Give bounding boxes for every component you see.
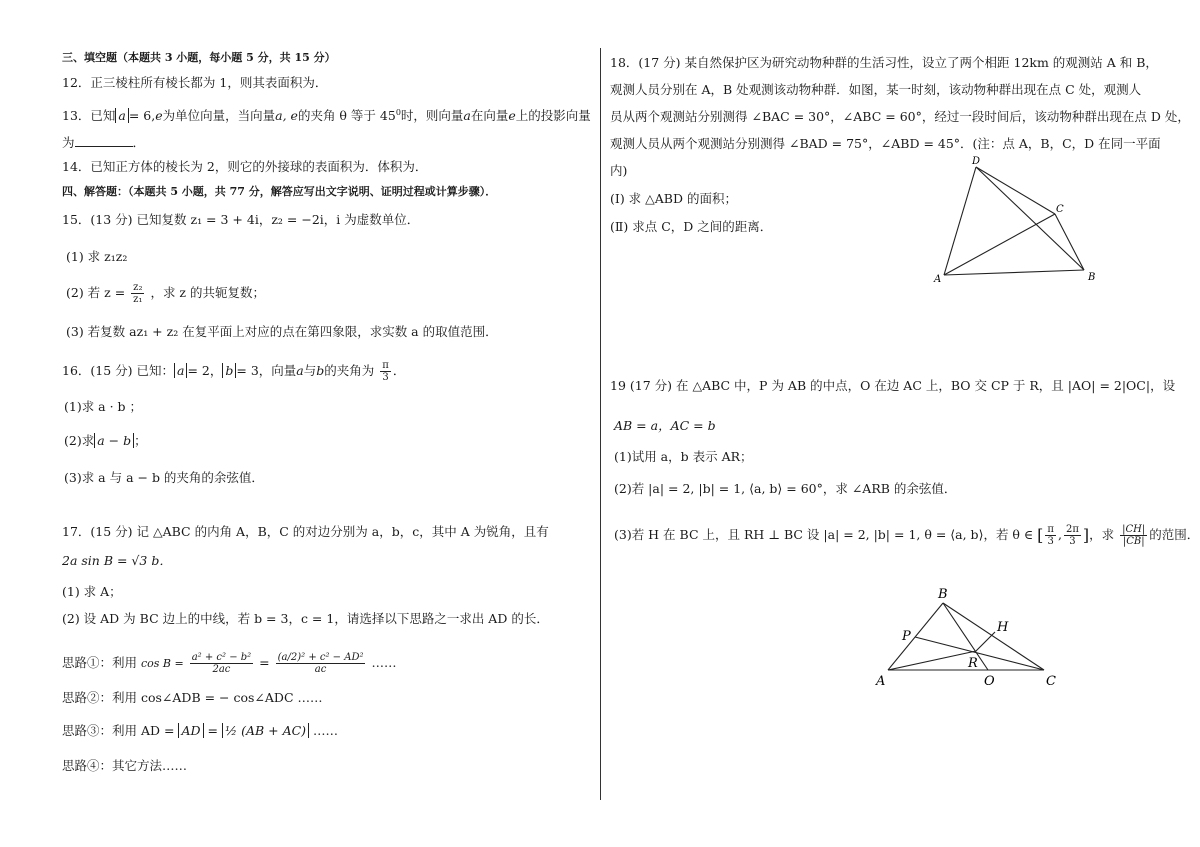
edge-dc (976, 167, 1055, 214)
idea1-ellipsis: …… (371, 655, 397, 670)
q16-abs-a: a (174, 363, 187, 378)
q19-int-num1: π (1047, 524, 1054, 535)
label-R: R (968, 656, 978, 671)
q13-text-k: 在向量 (470, 108, 509, 124)
segment-bo (943, 603, 988, 670)
q13-text-n: 为 (62, 135, 75, 150)
question-14: 14．已知正方体的棱长为 2，则它的外接球的表面积为．体积为． (62, 159, 428, 174)
q16-text-c: = 2， (187, 363, 223, 378)
q15-fraction (131, 282, 144, 305)
idea3-equals: = (207, 723, 218, 738)
idea1-frac2-num: (a/2)² + c² − AD² (277, 652, 364, 663)
q13-text-c: = 6, (128, 108, 156, 124)
idea1-frac1-den: 2ac (212, 664, 231, 675)
q16-2-text: (2)求 (64, 433, 95, 448)
q16-frac-num: π (382, 360, 389, 371)
question-18-line3: 员从两个观测站分别测得 ∠BAC = 30°，∠ABC = 60°，经过一段时间后，该动物种群出现在点 D 处， (610, 109, 1190, 124)
idea1-fraction-1 (190, 652, 253, 675)
q13-vectors: a, e (275, 108, 298, 124)
idea3-ellipsis: …… (313, 723, 339, 738)
label-H: H (997, 620, 1009, 635)
question-19-part1: (1)试用 a，b 表示 AR； (614, 449, 753, 464)
question-15-part1: (1) 求 z₁z₂ (66, 249, 128, 264)
q16-a: a (296, 363, 304, 378)
q16-text-i: 的夹角为 (324, 363, 375, 378)
diagonal-ac (944, 214, 1055, 275)
question-18-line4: 观测人员从两个观测站分别测得 ∠BAD = 75°，∠ABD = 45°．(注：点 A，B，C，D 在同一平面 (610, 136, 1161, 151)
section4-title: 四、解答题：（本题共 5 小题，共 77 分，解答应写出文字说明、证明过程或计算步骤）． (62, 185, 497, 198)
idea-4: 思路④：其它方法…… (62, 758, 188, 773)
q16-text-e: = 3，向量 (236, 363, 297, 378)
q16-frac-den: 3 (382, 372, 389, 383)
question-17-equation (62, 552, 172, 570)
idea3-abs-ad: AD (178, 723, 203, 738)
idea1-frac2-den: ac (314, 664, 327, 675)
q13-a2: a (463, 108, 471, 124)
bracket-close: ] (1082, 525, 1090, 545)
q19-interval-frac1 (1045, 524, 1056, 547)
q19-int-den2: 3 (1069, 536, 1076, 547)
q16-abs-b: b (222, 363, 236, 378)
answer-blank (75, 134, 133, 147)
q16-text-g: 与 (303, 363, 317, 378)
edge-cb (1055, 214, 1084, 270)
question-16-head (62, 360, 405, 383)
label-A: A (934, 274, 942, 285)
label-O: O (984, 674, 995, 689)
question-17-head: 17．(15 分) 记 △ABC 的内角 A，B，C 的对边分别为 a，b，c，其中 A 为锐角，且有 (62, 524, 549, 539)
q13-e2: e (508, 108, 516, 124)
idea1-fraction-2 (276, 652, 366, 675)
q16-2-abs: a − b (94, 433, 134, 448)
question-15-part3: (3) 若复数 az₁ + z₂ 在复平面上对应的点在第四象限，求实数 a 的取值范围． (66, 324, 498, 339)
q17-eq-end: ． (159, 553, 172, 568)
question-13-line2 (62, 134, 145, 152)
q19-3-text-b: ，求 (1089, 527, 1115, 542)
q15-2-text: (2) 若 z = (66, 285, 126, 300)
diagonal-db (976, 167, 1084, 270)
question-15-part2 (66, 282, 265, 305)
label-B: B (1088, 272, 1096, 283)
question-16-part2 (64, 432, 147, 450)
question-16-part1: (1)求 a · b ； (64, 399, 143, 414)
question-18-line2: 观测人员分别在 A，B 处观测该动物种群．如图，某一时刻，该动物种群出现在点 C 处，观测人 (610, 82, 1142, 97)
q19-3-text-c: 的范围． (1149, 527, 1200, 542)
question-19-part2: (2)若 |a| = 2, |b| = 1, ⟨a, b⟩ = 60°，求 ∠ARB 的余弦值． (614, 481, 957, 496)
idea3-half-sum: ½ (AB + AC) (222, 723, 309, 738)
question-17-part1: (1) 求 A； (62, 584, 122, 599)
label-A: A (876, 674, 886, 689)
label-C: C (1056, 204, 1064, 215)
label-P: P (902, 629, 911, 644)
question-18-part2: (Ⅱ) 求点 C，D 之间的距离． (610, 219, 773, 234)
question-16-part3: (3)求 a 与 a − b 的夹角的余弦值． (64, 470, 264, 485)
figure-quadrilateral (930, 152, 1110, 287)
q13-e: e (155, 108, 163, 124)
idea-1 (62, 652, 396, 675)
idea-3 (62, 722, 338, 740)
q19-int-den1: 3 (1047, 536, 1054, 547)
q16-text-j: ． (392, 363, 406, 378)
q15-frac-den: z₁ (133, 294, 143, 305)
edge-ad (944, 167, 976, 275)
q19-ratio-den: |CB| (1122, 536, 1145, 547)
segment-rh (976, 632, 995, 651)
q13-text-g: 的夹角 θ 等于 45 (297, 108, 396, 124)
idea3-label: 思路③：利用 AD = (62, 723, 175, 738)
q19-ratio-num: |CH| (1122, 524, 1146, 535)
label-B: B (938, 587, 948, 602)
column-divider (600, 48, 601, 800)
question-13-line1 (62, 104, 591, 125)
question-15-head: 15．(13 分) 已知复数 z₁ = 3 + 4i，z₂ = −2i，i 为虚数单位． (62, 212, 420, 227)
edge-bc (943, 603, 1044, 670)
q17-eq: 2a sin B = √3 b (62, 553, 160, 568)
idea1-frac1-num: a² + c² − b² (191, 652, 252, 663)
question-18-line1: 18．(17 分) 某自然保护区为研究动物种群的生活习性，设立了两个相距 12km 的观测站 A 和 B， (610, 55, 1158, 70)
label-D: D (972, 156, 981, 167)
q16-b: b (316, 363, 325, 378)
q13-text-a: 13．已知 (62, 108, 116, 124)
idea1-label: 思路①：利用 (62, 655, 138, 670)
right-column (602, 0, 1200, 847)
idea1-cos: cos B = (141, 657, 184, 670)
q13-text-o: ． (132, 135, 146, 150)
segment-pc (915, 637, 1044, 670)
question-19-part3: (3)若 H 在 BC 上，且 RH ⊥ BC 设 |a| = 2, |b| = 1, θ = ⟨a, b⟩，若 θ ∈ [ $\frac{\pi}{3}$ , $\frac{2\pi}{3}$ ]，求 $\frac{|CH|}{|CB|}$ 的范围． (614, 524, 1200, 547)
q19-3-text: (3)若 H 在 BC 上，且 RH ⊥ BC 设 |a| = 2, |b| = 1, θ = ⟨a, b⟩，若 θ ∈ (614, 527, 1034, 542)
question-12: 12．正三棱柱所有棱长都为 1，则其表面积为． (62, 75, 328, 90)
q13-text-e: 为单位向量，当向量 (162, 108, 276, 124)
idea-2: 思路②：利用 cos∠ADB = − cos∠ADC …… (62, 690, 323, 705)
idea1-equals: = (259, 655, 270, 670)
question-18-line5: 内) (610, 163, 628, 178)
question-19-line1: 19 (17 分) 在 △ABC 中，P 为 AB 的中点，O 在边 AC 上，BO 交 CP 于 R，且 |AO| = 2|OC|，设 (610, 378, 1176, 393)
question-18-part1: (Ⅰ) 求 △ABD 的面积； (610, 191, 737, 206)
q15-frac-num: z₂ (133, 282, 143, 293)
label-C: C (1046, 674, 1056, 689)
q19-ratio (1120, 524, 1147, 547)
question-19-line2: AB = a，AC = b (614, 418, 716, 433)
q13-degree-sup: 0 (395, 108, 401, 117)
section3-title: 三、填空题（本题共 3 小题，每小题 5 分，共 15 分） (62, 51, 336, 64)
q13-abs-a: a (115, 108, 128, 123)
q16-fraction (380, 360, 391, 383)
q16-text-a: 16．(15 分) 已知： (62, 363, 175, 378)
q13-text-i: 时，则向量 (400, 108, 464, 124)
q16-2-end: ； (134, 433, 147, 448)
q19-interval-frac2 (1064, 524, 1081, 547)
edge-ab (944, 270, 1084, 275)
question-17-part2: (2) 设 AD 为 BC 边上的中线，若 b = 3，c = 1，请选择以下思路之一求出 AD 的长． (62, 611, 549, 626)
bracket-open: [ (1037, 525, 1044, 545)
q13-text-m: 上的投影向量 (515, 108, 591, 124)
q19-int-num2: 2π (1065, 524, 1079, 535)
figure-triangle (868, 585, 1068, 695)
q15-2-text-b: ，求 z 的共轭复数； (150, 285, 265, 300)
